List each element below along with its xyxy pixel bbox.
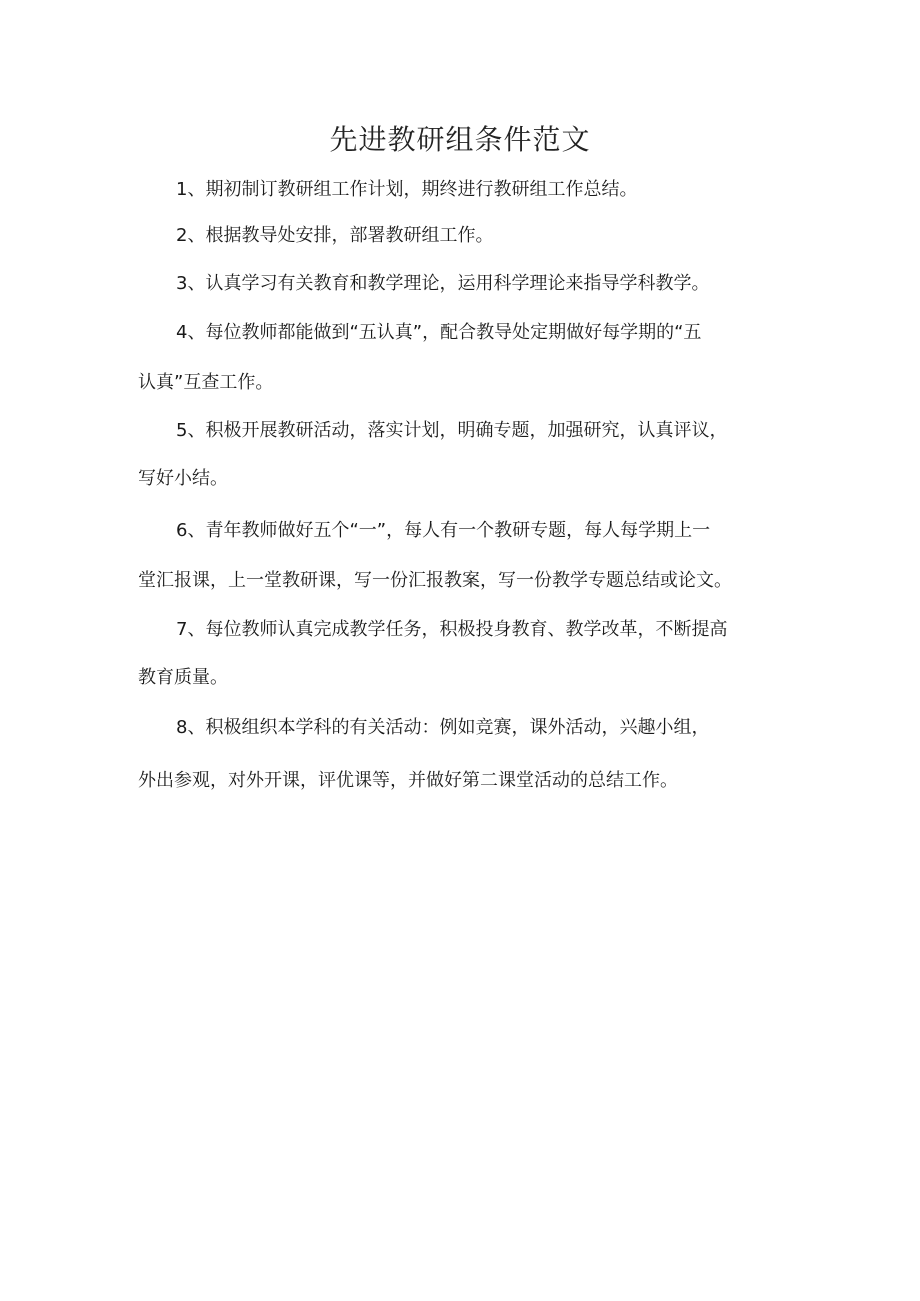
- item-6-line-1: 6、青年教师做好五个“一”，每人有一个教研专题，每人每学期上一: [176, 520, 711, 541]
- item-8-line-1: 8、积极组织本学科的有关活动：例如竞赛，课外活动，兴趣小组，: [176, 717, 710, 738]
- item-6-line-2: 堂汇报课，上一堂教研课，写一份汇报教案，写一份教学专题总结或论文。: [138, 570, 732, 591]
- item-5-line-1: 5、积极开展教研活动，落实计划，明确专题，加强研究，认真评议，: [176, 420, 728, 441]
- item-8-line-2: 外出参观，对外开课，评优课等，并做好第二课堂活动的总结工作。: [138, 770, 678, 791]
- item-4-line-1: 4、每位教师都能做到“五认真”，配合教导处定期做好每学期的“五: [176, 322, 702, 343]
- document-title: 先进教研组条件范文: [329, 123, 591, 156]
- item-2-line-1: 2、根据教导处安排，部署教研组工作。: [176, 225, 494, 246]
- item-1-line-1: 1、期初制订教研组工作计划，期终进行教研组工作总结。: [176, 179, 638, 200]
- item-4-line-2: 认真”互查工作。: [138, 372, 274, 393]
- item-5-line-2: 写好小结。: [138, 468, 228, 489]
- item-3-line-1: 3、认真学习有关教育和教学理论，运用科学理论来指导学科教学。: [176, 273, 710, 294]
- item-7-line-1: 7、每位教师认真完成教学任务，积极投身教育、教学改革，不断提高: [176, 619, 728, 640]
- item-7-line-2: 教育质量。: [138, 667, 228, 688]
